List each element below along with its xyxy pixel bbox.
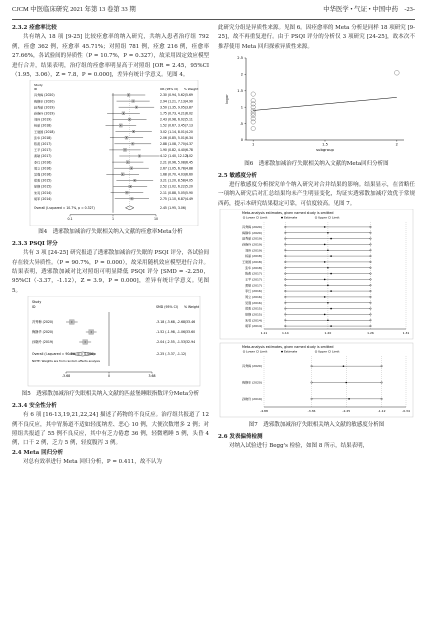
fig4-or-value: 1.90 (0.82, 4.40) [160, 148, 187, 153]
fig4-weight-value: 5.20 [186, 185, 193, 190]
fig7-top-study-label: 李红 (2016) [245, 289, 262, 294]
fig4-study-label: 陈燕 (2017) [34, 142, 52, 147]
fig5-smd-value: -2.04 (-2.55, -1.53) [156, 340, 187, 345]
fig4-point [123, 113, 124, 114]
figure-5-forest-plot [12, 296, 209, 388]
fig7-bottom-x-tick-label: -1.12 [377, 409, 386, 414]
fig5-head-weight: % Weight [184, 305, 200, 310]
fig7-top-study-label: 孙晓玲 (2019) [242, 242, 262, 247]
fig4-point [131, 168, 132, 169]
fig4-study-label: 王建国 (2018) [34, 130, 55, 135]
fig6-y-tick-label: .5 [239, 122, 243, 127]
fig7-bottom-title: Meta-analysis estimates, given named study is omitted [242, 345, 334, 350]
fig6-bubble [251, 127, 255, 131]
fig7-top-legend-upper: Upper CI Limit [318, 215, 340, 220]
figure-6-meta-regression [218, 52, 415, 158]
fig4-study-label: 吴强 (2016) [34, 172, 52, 177]
journal-header: CJCM 中医临床研究 2021 年第 13 卷第 33 期 [12, 6, 136, 13]
fig7-top-x-tick-label: 1.14 [281, 331, 289, 336]
fig6-y-tick-label: 0 [240, 138, 243, 143]
section-2-3-2-heading: 2.3.2 痊愈率比较 [12, 25, 57, 31]
fig6-bubble [251, 92, 255, 96]
fig4-x-tick-label: 10 [153, 217, 159, 222]
fig4-point [120, 125, 121, 126]
fig4-weight-value: 4.20 [186, 130, 193, 135]
fig6-y-label: logor [224, 94, 229, 105]
fig7-top-study-label: 王建国 (2018) [242, 260, 262, 265]
fig4-head-weight: % Weight [184, 87, 199, 92]
fig7-top-study-label: 王平 (2017) [245, 277, 262, 282]
fig7-top-title: Meta-analysis estimates, given named study is omitted [242, 211, 334, 216]
fig4-x-tick-label: 0.1 [67, 217, 73, 222]
fig5-point [91, 332, 92, 333]
fig4-weight-value: 6.60 [186, 172, 193, 177]
fig5-overall-value: -2.25 (-3.37, -1.12) [156, 352, 187, 357]
fig7-bottom-legend-upper: Upper CI Limit [318, 349, 340, 354]
fig7-top-estimate-marker [327, 285, 329, 287]
page-header-right: 中华医学 • 气证 • 中国中药 -23- [323, 6, 415, 13]
fig7-bottom-x-tick-label: -2.25 [342, 409, 351, 414]
section-2-3-2-paragraph: 共有纳入 18 项 [9-25] 比较痊愈率的纳入研究，共纳入患者治疗组 792 例，痊愈 362 例，痊愈率 45.71%；对照组 781 例，痊愈 216 例，痊愈率 27.66%，各试验间的异质性（P = 10.7%，P = 0.327），故采用固定效应模型进行合并，结果表明，治疗组的痊愈率明显高于对照组 [OR = 2.45，95%CI（1.95，3.06），Z = 7.8，P = 0.000]，差异有统计学意义。见图 4。 [12, 34, 209, 79]
fig5-x-tick-label: -3.68 [61, 374, 71, 379]
fig4-point [126, 193, 127, 194]
fig7-top-legend-est: Estimate [284, 215, 298, 220]
fig5-note: NOTE: Weights are from random effects analysis [32, 359, 100, 364]
fig7-top-x-tick-label: 1.31 [402, 331, 410, 336]
fig4-weight-value: 3.87 [186, 105, 193, 110]
fig4-overall-value: 2.45 (1.95, 3.06) [160, 206, 187, 211]
fig7-top-estimate-marker [327, 250, 329, 252]
fig5-x-tick-label: 3.68 [148, 374, 156, 379]
fig7-bottom-estimate-marker [343, 366, 345, 368]
fig7-bottom-estimate-marker [348, 398, 350, 400]
fig6-y-tick-label: 1.5 [237, 89, 243, 94]
fig4-weight-value: 4.37 [186, 142, 193, 147]
fig4-or-value: 2.94 (1.21, 7.13) [160, 99, 187, 104]
fig4-weight-value: 6.45 [186, 160, 193, 165]
fig4-study-label: 刘伟 (2019) [34, 118, 52, 123]
figure-5-caption: 图5 透邪散加减治疗失眠相关纳入文献的匹兹堡睡眠指数评分Meta分析 [21, 391, 200, 398]
fig4-or-value: 2.75 (1.10, 6.87) [160, 197, 187, 202]
fig4-point [122, 174, 123, 175]
fig7-bottom-legend-est: Estimate [284, 349, 298, 354]
fig4-study-label: 王平 (2017) [34, 148, 52, 153]
fig7-bottom-study-label: 冯秀梅 (2020) [242, 364, 262, 369]
section-2-3-4-paragraph: 有 6 项 [16-13,19,21,22,24] 描述了药物的不良反应。治疗组共报道了 12 例不良反应，其中胃肠道不适如轻度纳差、恶心 10 例，大便次数增多 2 例；对照组共报道了 55 例不良反应，其中有乏力倦怠 36 例，轻微嗜睡 5 例，头昏 4 例，口干 2 例，乏力 5 例，轻度腹泻 3 例。 [12, 412, 209, 447]
fig4-point [124, 150, 125, 151]
fig4-point [128, 95, 129, 96]
fig7-bottom-legend-lower: Lower CI Limit [246, 349, 268, 354]
fig4-or-value: 1.75 (0.73, 4.21) [160, 111, 187, 116]
fig4-or-value: 2.52 (1.02, 6.22) [160, 185, 187, 190]
fig7-top-study-label: 郑勇 (2015) [245, 306, 262, 311]
fig4-point [129, 119, 130, 120]
fig7-top-study-label: 冯秀梅 (2020) [242, 225, 262, 230]
fig7-top-estimate-marker [327, 232, 329, 234]
fig7-top-estimate-marker [327, 302, 329, 304]
fig7-top-estimate-marker [330, 273, 332, 275]
figure-6-caption: 图6 透邪散加减治疗失眠相关纳入文献的Meta回归分析图 [244, 161, 389, 168]
left-column [12, 24, 209, 468]
fig7-bottom-legend-est-marker [281, 351, 283, 353]
fig4-study-label: 徐静 (2015) [34, 185, 52, 190]
fig4-or-value: 3.21 (1.20, 8.58) [160, 179, 187, 184]
fig5-head-smd: SMD (95% CI) [156, 305, 178, 310]
fig5-point [71, 322, 72, 323]
fig7-top-legend-est-marker [281, 217, 283, 219]
fig7-top-estimate-marker [330, 326, 332, 328]
fig7-bottom-x-tick-label: -4.88 [260, 409, 268, 414]
fig4-study-label: 孙晓玲 (2019) [34, 111, 55, 116]
fig5-head-id: ID [32, 305, 36, 310]
fig4-study-label: 杨丽 (2018) [34, 124, 52, 129]
section-2-5-heading: 2.5 敏感度分析 [218, 172, 257, 179]
fig7-top-estimate-marker [324, 226, 326, 228]
fig6-regression-line [253, 98, 397, 111]
fig4-study-label: 张华 (2018) [34, 136, 52, 141]
fig4-study-label: 李红 (2016) [34, 160, 52, 165]
section-2-5-paragraph: 进行敏感度分析探究单个纳入研究对合并结果的影响。结果显示，在省略任一项纳入研究后对汇总结果均未产生明显变化，均证实透邪散加减疗效优于常规西药，提示本研究结果稳定可靠，可信度较高。见图 7。 [218, 182, 415, 207]
fig7-top-x-tick-label: 1.20 [324, 331, 332, 336]
fig4-weight-value: 5.69 [186, 93, 193, 98]
right-top-paragraph: 此研究分组是异质性来源。见图 6。因痊愈率的 Meta 分析是同样 18 项研究 [9-25]，故不再重复进行。由于 PSQI 评分的分析仅 3 项研究 [24-25]，故本次不推荐使用 Meta 回归探索异质性来源。 [218, 25, 415, 50]
fig4-weight-value: 6.34 [186, 136, 193, 141]
section-2-4-heading: 2.4 Meta 回归分析 [12, 449, 64, 456]
section-2-3-3-heading: 2.3.3 PSQI 评分 [12, 240, 58, 247]
fig4-weight-value: 6.78 [186, 148, 193, 153]
fig5-point [85, 342, 86, 343]
figure-4-caption: 图4 透邪散加减治疗失眠相关纳入文献的痊愈率Meta分析 [38, 229, 183, 236]
fig4-study-label: 胡军 (2014) [34, 197, 52, 202]
figure-7-caption: 图7 透邪散加减治疗失眠相关纳入文献的敏感度分析图 [248, 422, 385, 429]
fig4-or-value: 3.50 (1.35, 9.05) [160, 105, 187, 110]
section-2-3-4-heading: 2.3.4 安全性分析 [12, 402, 57, 409]
fig7-bottom-x-tick-label: -0.34 [402, 409, 410, 414]
fig7-top-study-label: 胡军 (2014) [245, 324, 262, 329]
fig4-or-value: 1.68 (0.70, 4.03) [160, 172, 187, 177]
fig5-head-study: Study [32, 300, 42, 305]
fig7-top-estimate-marker [330, 238, 332, 240]
fig7-top-x-tick-label: 1.26 [367, 331, 374, 336]
fig4-point [134, 180, 135, 181]
fig4-head-or: OR (95% CI) [160, 87, 179, 92]
fig4-or-value: 2.30 (0.94, 5.62) [160, 93, 187, 98]
fig4-study-label: 黄敏 (2017) [34, 154, 52, 159]
fig5-smd-value: -1.52 (-1.98, -1.06) [156, 330, 187, 335]
fig4-or-value: 3.02 (1.14, 8.01) [160, 130, 187, 135]
fig7-top-estimate-marker [324, 244, 326, 246]
fig5-smd-value: -3.18 (-3.68, -2.68) [156, 320, 187, 325]
fig4-or-value: 1.52 (0.67, 3.45) [160, 124, 187, 129]
fig4-study-label: 朱亮 (2014) [34, 191, 52, 196]
fig4-study-label: 冯秀梅 (2020) [34, 93, 55, 98]
fig4-point [126, 138, 127, 139]
fig4-or-value: 2.21 (0.96, 5.08) [160, 160, 187, 165]
fig5-study-label: 孙晓玲 (2019) [32, 340, 54, 345]
fig7-top-study-label: 张华 (2018) [245, 266, 262, 270]
fig7-top-estimate-marker [324, 296, 326, 298]
fig6-x-tick-label: 1 [252, 142, 255, 147]
fig5-overall-label: Overall (I-squared = 90.7%, p = 0.000) [32, 352, 95, 357]
fig5-weight-value: 33.46 [186, 320, 196, 325]
fig7-top-study-label: 刘伟 (2019) [245, 248, 262, 253]
fig4-weight-value: 5.11 [186, 118, 193, 123]
fig7-top-legend-lower: Lower CI Limit [246, 215, 268, 220]
fig6-x-label: subgroup [316, 147, 334, 153]
fig7-top-estimate-marker [330, 256, 332, 258]
section-2-3-3-paragraph: 共有 3 项 [24-25] 研究报道了透邪散加减治疗失眠的 PSQI 评分，各试验间存在较大异质性。（P = 90.7%，P = 0.000），故采用随机效应模型进行合并。结果表明，透邪散加减对比对照组可明显降低 PSQI 评分 [SMD = -2.250，95%CI（-3.37，-1.12），Z = 3.9，P = 0.000]，差异有统计学意义。见图 5。 [12, 250, 209, 294]
fig4-study-label: 周立 (2016) [34, 166, 52, 171]
fig7-top-study-label: 朱亮 (2014) [245, 318, 262, 323]
figure-7-sensitivity-analysis [218, 209, 415, 419]
fig4-point [131, 199, 132, 200]
fig4-or-value: 2.43 (0.98, 6.02) [160, 118, 187, 123]
fig7-top-estimate-marker [324, 279, 326, 281]
fig6-y-tick-label: 2.5 [237, 56, 243, 61]
fig7-top-x-tick-label: 1.11 [260, 331, 268, 336]
section-2-4-paragraph: 对总有效率进行 Meta 回归分析，P = 0.411，故不认为 [23, 459, 162, 466]
fig4-or-value: 4.12 (1.40, 12.12) [160, 154, 188, 159]
fig6-bubble [394, 71, 399, 76]
fig4-weight-value: 4.90 [186, 99, 193, 104]
fig7-bottom-x-tick-label: -3.36 [307, 409, 316, 414]
fig4-point [127, 162, 128, 163]
fig4-weight-value: 5.90 [186, 191, 193, 196]
fig5-study-label: 梅静华 (2020) [32, 330, 54, 335]
fig6-x-tick-label: 2 [395, 142, 398, 147]
fig6-y-tick-label: 1 [240, 105, 243, 110]
fig7-bottom-study-label: 孙晓玲 (2019) [242, 397, 262, 402]
fig4-weight-value: 3.02 [186, 154, 193, 159]
fig4-or-value: 2.11 (0.88, 5.05) [160, 191, 187, 196]
fig4-weight-value: 4.05 [186, 179, 193, 184]
fig7-top-estimate-marker [330, 308, 332, 310]
fig4-weight-value: 6.02 [186, 111, 193, 116]
fig7-top-study-label: 吴强 (2016) [245, 301, 262, 305]
fig4-study-label: 赵秀丽 (2019) [34, 105, 55, 110]
fig7-top-study-label: 周立 (2016) [245, 295, 262, 300]
fig4-point [130, 186, 131, 187]
fig7-top-study-label: 黄敏 (2017) [245, 283, 262, 288]
fig5-weight-value: 33.60 [186, 330, 196, 335]
fig7-bottom-study-label: 梅静华 (2020) [242, 380, 262, 385]
fig4-study-label: 郑勇 (2015) [34, 179, 52, 184]
fig5-weight-value: 32.94 [186, 340, 196, 345]
fig4-weight-value: 7.13 [186, 124, 193, 129]
fig4-point [133, 101, 134, 102]
fig4-point [139, 156, 140, 157]
fig7-top-study-label: 徐静 (2015) [245, 312, 262, 317]
fig7-top-estimate-marker [324, 314, 326, 316]
fig6-bubble [251, 99, 255, 103]
fig7-top-estimate-marker [324, 261, 326, 263]
fig4-overall-label: Overall (I-squared = 10.7%, p = 0.327) [34, 206, 95, 211]
fig5-x-tick-label: 0 [107, 374, 111, 379]
fig4-point [133, 132, 134, 133]
fig4-point [136, 107, 137, 108]
fig4-or-value: 2.67 (1.05, 6.78) [160, 166, 187, 171]
fig4-weight-value: 4.49 [186, 197, 193, 202]
fig7-top-study-label: 杨丽 (2018) [245, 254, 262, 259]
fig4-head-id: ID [34, 87, 38, 92]
fig4-weight-value: 4.88 [186, 166, 193, 171]
fig7-top-study-label: 赵秀丽 (2019) [242, 236, 262, 241]
fig4-head-study: Study [34, 83, 43, 88]
fig4-or-value: 2.88 (1.08, 7.70) [160, 142, 187, 147]
fig7-top-estimate-marker [330, 291, 332, 293]
figure-4-forest-plot [12, 80, 209, 226]
fig4-study-label: 梅静华 (2020) [34, 99, 55, 104]
fig7-top-study-label: 梅静华 (2020) [242, 231, 262, 235]
fig6-x-tick-label: 1.5 [322, 142, 328, 147]
fig4-or-value: 2.06 (0.85, 5.01) [160, 136, 187, 141]
section-2-6-paragraph: 对纳入试验进行 Begg's 检验，如图 8 所示，结果表明， [229, 443, 369, 450]
fig5-study-label: 冯秀梅 (2020) [32, 320, 54, 325]
fig7-bottom-estimate-marker [345, 382, 347, 384]
fig7-top-estimate-marker [327, 267, 329, 269]
fig6-y-tick-label: 2 [240, 72, 243, 77]
fig7-top-estimate-marker [327, 320, 329, 322]
fig7-top-study-label: 陈燕 (2017) [245, 271, 262, 276]
section-2-6-heading: 2.6 发表偏倚检测 [218, 433, 263, 440]
header-rule [12, 19, 415, 20]
fig4-x-tick-label: 1 [111, 217, 115, 222]
fig4-point [132, 144, 133, 145]
right-column [218, 24, 415, 451]
